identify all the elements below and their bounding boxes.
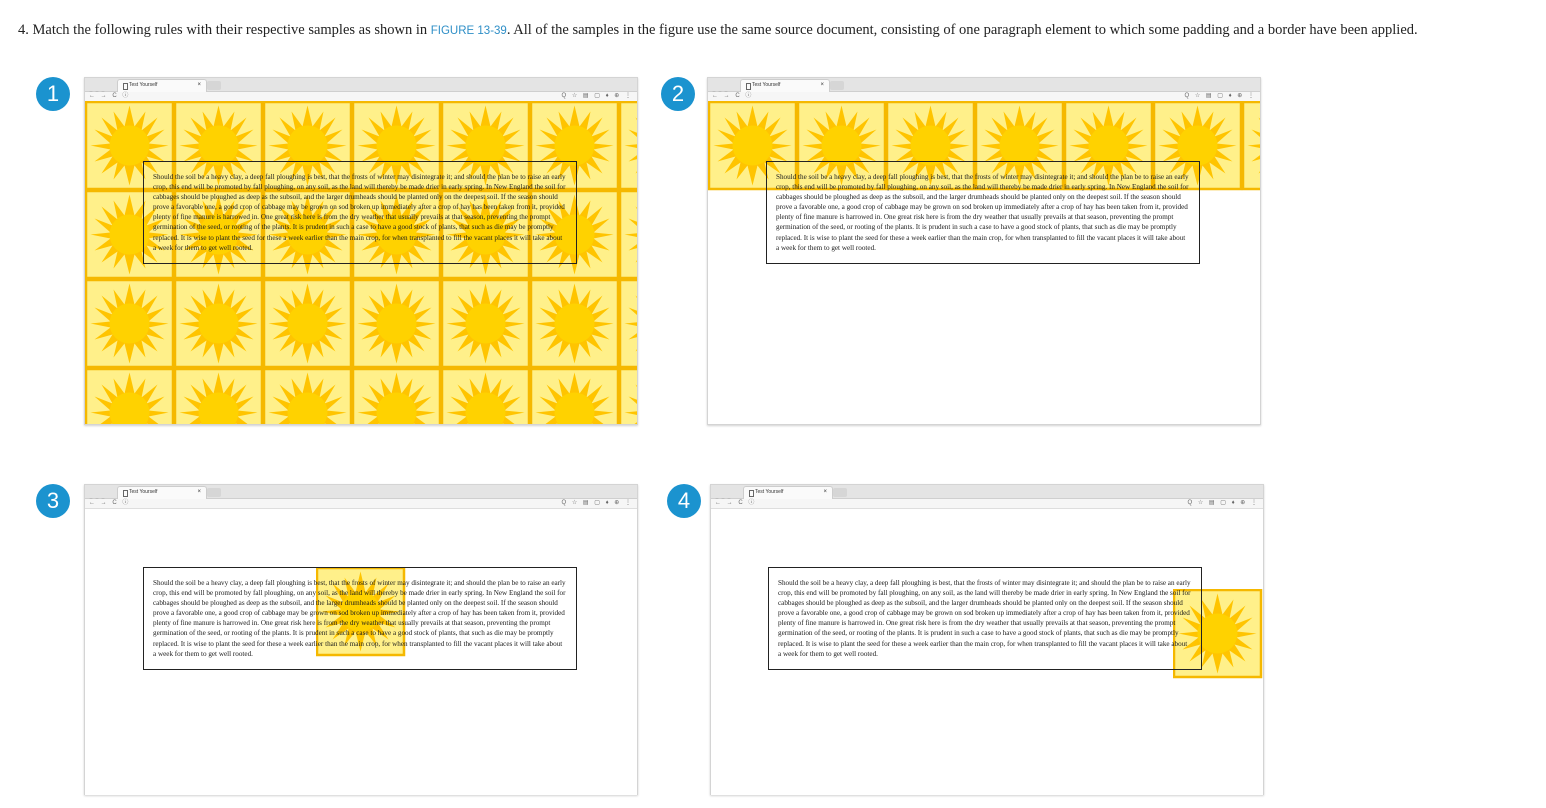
tab-bar	[85, 78, 637, 92]
document-icon	[123, 83, 128, 90]
close-icon[interactable]: ×	[820, 82, 824, 88]
page-viewport	[85, 101, 637, 424]
browser-tab[interactable]	[740, 79, 830, 92]
figure-reference-link[interactable]: FIGURE 13-39	[430, 25, 507, 37]
sample-paragraph: Should the soil be a heavy clay, a deep fall ploughing is best, that the frosts of winter may disintegrate it; and should the plan be to raise an early crop, this end will be promoted by fall ploughing, on any soil, as the land will thereby be made drier in early spring. In New England the soil for cabbages should be ploughed as deep as the subsoil, and the larger drumheads should be planted only on the deepest soil. If the season should prove a favorable one, a good crop of cabbage may be grown on sod broken up immediately after a crop of hay has been taken from it, provided plenty of fine manure is harrowed in. One great risk here is from the dry weather that usually prevails at that season, preventing the prompt germination of the seed, or rooting of the plants. It is prudent in such a case to have a good stock of plants, that such as die may be promptly replaced. It is wise to plant the seed for these a week earlier than the main crop, for when transplanted to fill the vacant places it will take about a week for them to get well rooted.	[766, 161, 1200, 264]
document-icon	[746, 83, 751, 90]
document-icon	[123, 490, 128, 497]
sample-badge-2: 2	[661, 77, 695, 111]
sample-badge-3: 3	[36, 484, 70, 518]
tab-title: Test Yourself	[129, 82, 158, 88]
sample-window-1	[84, 77, 638, 425]
question-text	[18, 20, 1528, 41]
nav-buttons[interactable]: ← → C ⓘ	[715, 500, 757, 506]
sample-paragraph: Should the soil be a heavy clay, a deep fall ploughing is best, that the frosts of winter may disintegrate it; and should the plan be to raise an early crop, this end will be promoted by fall ploughing, on any soil, as the land will thereby be made drier in early spring. In New England the soil for cabbages should be ploughed as deep as the subsoil, and the larger drumheads should be planted only on the deepest soil. If the season should prove a favorable one, a good crop of cabbage may be grown on sod broken up immediately after a crop of hay has been taken from it, provided plenty of fine manure is harrowed in. One great risk here is from the dry weather that usually prevails at that season, preventing the prompt germination of the seed, or rooting of the plants. It is prudent in such a case to have a good stock of plants, that such as die may be promptly replaced. It is wise to plant the seed for these a week earlier than the main crop, for when transplanted to fill the vacant places it will take about a week for them to get well rooted.	[143, 161, 577, 264]
sample-paragraph: Should the soil be a heavy clay, a deep fall ploughing is best, that the frosts of winter may disintegrate it; and should the plan be to raise an early crop, this end will be promoted by fall ploughing, on any soil, as the land will thereby be made drier in early spring. In New England the soil for cabbages should be ploughed as deep as the subsoil, and the larger drumheads should be planted only on the deepest soil. If the season should prove a favorable one, a good crop of cabbage may be grown on sod broken up immediately after a crop of hay has been taken from it, provided plenty of fine manure is harrowed in. One great risk here is from the dry weather that usually prevails at that season, preventing the prompt germination of the seed, or rooting of the plants. It is prudent in such a case to have a good stock of plants, that such as die may be promptly replaced. It is wise to plant the seed for these a week earlier than the main crop, for when transplanted to fill the vacant places it will take about a week for them to get well rooted.	[143, 567, 577, 670]
tab-bar	[85, 485, 637, 499]
toolbar-icons[interactable]: Q ☆ ▤ ▢ ♦ ⊕ ⋮	[1184, 93, 1256, 99]
close-icon[interactable]: ×	[197, 82, 201, 88]
browser-tab[interactable]	[117, 79, 207, 92]
close-icon[interactable]: ×	[823, 489, 827, 495]
new-tab-button[interactable]	[833, 488, 847, 497]
nav-buttons[interactable]: ← → C ⓘ	[89, 500, 131, 506]
toolbar-icons[interactable]: Q ☆ ▤ ▢ ♦ ⊕ ⋮	[561, 93, 633, 99]
sample-paragraph: Should the soil be a heavy clay, a deep fall ploughing is best, that the frosts of winter may disintegrate it; and should the plan be to raise an early crop, this end will be promoted by fall ploughing, on any soil, as the land will thereby be made drier in early spring. In New England the soil for cabbages should be ploughed as deep as the subsoil, and the larger drumheads should be planted only on the deepest soil. If the season should prove a favorable one, a good crop of cabbage may be grown on sod broken up immediately after a crop of hay has been taken from it, provided plenty of fine manure is harrowed in. One great risk here is from the dry weather that usually prevails at that season, preventing the prompt germination of the seed, or rooting of the plants. It is prudent in such a case to have a good stock of plants, that such as die may be promptly replaced. It is wise to plant the seed for these a week earlier than the main crop, for when transplanted to fill the vacant places it will take about a week for them to get well rooted.	[768, 567, 1202, 670]
sample-window-3	[84, 484, 638, 795]
tab-title: Test Yourself	[129, 489, 158, 495]
question-prefix: 4. Match the following rules with their respective samples as shown in	[18, 22, 428, 38]
tab-title: Test Yourself	[752, 82, 781, 88]
tab-title: Test Yourself	[755, 489, 784, 495]
new-tab-button[interactable]	[207, 81, 221, 90]
tab-bar	[708, 78, 1260, 92]
new-tab-button[interactable]	[207, 488, 221, 497]
page-viewport	[85, 508, 637, 795]
tab-bar	[711, 485, 1263, 499]
document-icon	[749, 490, 754, 497]
toolbar-icons[interactable]: Q ☆ ▤ ▢ ♦ ⊕ ⋮	[1187, 500, 1259, 506]
browser-tab[interactable]	[743, 486, 833, 499]
page-viewport	[711, 508, 1263, 795]
sample-window-4	[710, 484, 1264, 795]
sample-badge-4: 4	[667, 484, 701, 518]
toolbar-icons[interactable]: Q ☆ ▤ ▢ ♦ ⊕ ⋮	[561, 500, 633, 506]
new-tab-button[interactable]	[830, 81, 844, 90]
close-icon[interactable]: ×	[197, 489, 201, 495]
sample-badge-1: 1	[36, 77, 70, 111]
browser-tab[interactable]	[117, 486, 207, 499]
question-suffix: . All of the samples in the figure use the same source document, consisting of one paragraph element to which some padding and a border have been applied.	[506, 22, 1418, 38]
nav-buttons[interactable]: ← → C ⓘ	[712, 93, 754, 99]
nav-buttons[interactable]: ← → C ⓘ	[89, 93, 131, 99]
sample-window-2	[707, 77, 1261, 425]
page-viewport	[708, 101, 1260, 424]
